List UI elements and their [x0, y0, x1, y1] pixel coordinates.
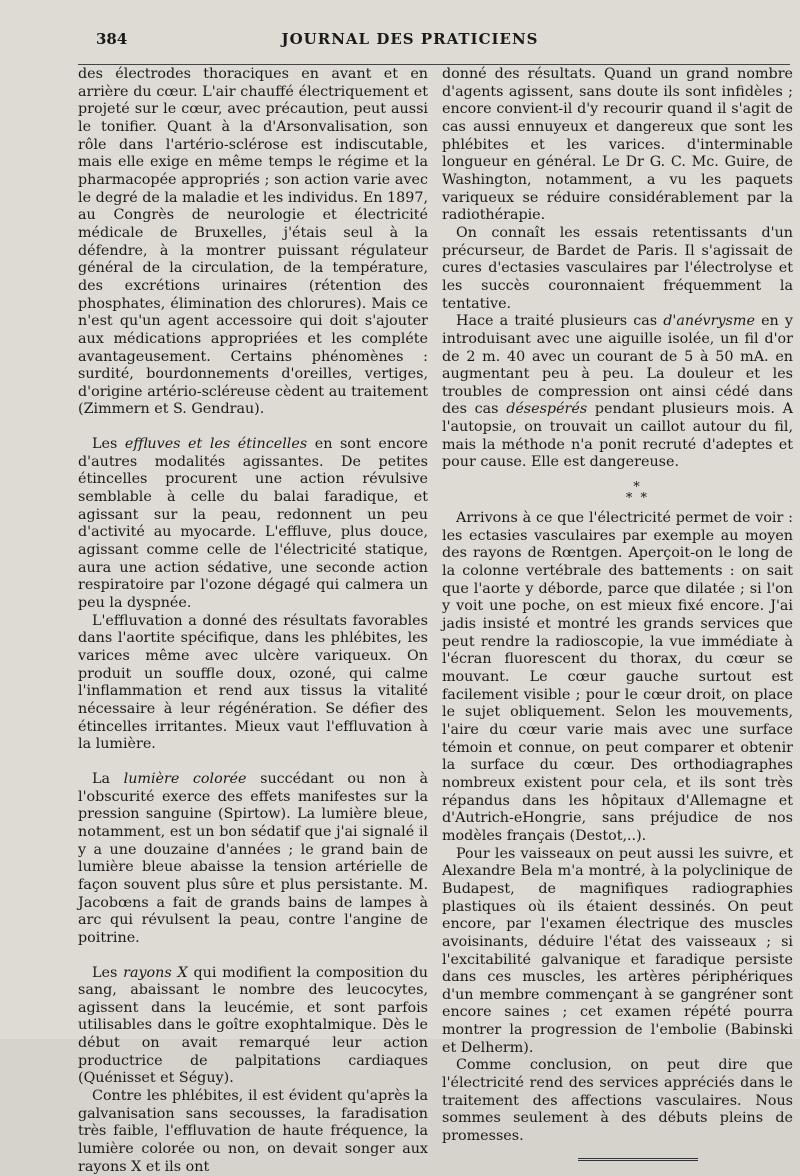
paragraph: L'effluvation a donné des résultats favorables dans l'aortite spécifique, dans les phlébites, les varices même avec ulcère variqueux. On produit un souffle doux, ozoné, qui calme l'inflammation et rend aux tissus la vitalité nécessaire à leur régénération. Se défier des étincelles irritantes. Mieux vaut l'effluvation à la lumière.	[78, 612, 428, 753]
paragraph: Les effluves et les étincelles en sont encore d'autres modalités agissantes. De petites étincelles procurent une action révulsive semblable à celle du balai faradique, et agissant sur la peau, redonnent un peu d'activité au myocarde. L'effluve, plus douce, agissant comme celle de l'électricité statique, aura une action sédative, une seconde action respiratoire par l'ozone dégagé qui calmera un peu la dyspnée.	[78, 436, 429, 612]
paragraph: Hace a traité plusieurs cas d'anévrysme en y introduisant avec une aiguille isolée, un fil d'or de 2 m. 40 avec un courant de 5 à 50 mA. en augmentant peu à peu. La douleur et les troubles de compression ont ainsi cédé dans des cas désespérés pendant plusieurs mois. A l'autopsie, on trouvait un caillot autour du fil, mais la méthode n'a ponit recruté d'adeptes et pour cause. Elle est dangereuse.	[442, 313, 793, 471]
paragraph: La lumière colorée succédant ou non à l'obscurité exerce des effets manifestes sur la pression sanguine (Spirtow). La lumière bleue, notamment, est un bon sédatif que j'ai signalé il y a une douzaine d'années ; le grand bain de lumière bleue abaisse la tension artérielle de façon souvent plus sûre et plus persistante. M. Jacobœns a fait de grands bains de lampes à arc qui révulsent la peau, contre l'angine de poitrine.	[78, 770, 428, 946]
emphasis: rayons X	[123, 964, 188, 981]
paragraph: des électrodes thoraciques en avant et en arrière du cœur. L'air chauffé électriquement et projeté sur le cœur, avec précaution, peut aussi le tonifier. Quant à la d'Arsonvalisation, son rôle dans l'artério-sclérose est indiscutable, mais elle exige en même temps le régime et la pharmacopée appropriés ; son action varie avec le degré de la maladie et les individus. En 1897, au Congrès de neurologie et électricité médicale de Bruxelles, j'étais seul à la défendre, à la montrer puissant régulateur général de la circulation, de la température, des excrétions urinaires (rétention des phosphates, élimination des chlorures). Mais ce n'est qu'un agent accessoire qui doit s'ajouter aux médications appropriées et les compléte avantageusement. Certains phénomènes : surdité, bourdonnements d'oreilles, vertiges, d'origine artério-scléreuse cèdent au traitement (Zimmern et S. Gendrau).	[78, 66, 428, 418]
section-asterism: * * *	[625, 480, 650, 507]
emphasis: d'anévrysme	[663, 313, 755, 330]
page-number: 384	[96, 30, 128, 48]
paragraph: Contre les phlébites, il est évident qu'après la galvanisation sans secousses, la faradisation très faible, l'effluvation de haute fréquence, la lumière colorée ou non, on devait songer aux rayons X et ils ont	[78, 1088, 428, 1175]
running-title: JOURNAL DES PRATICIENS	[281, 30, 539, 48]
emphasis: désespérés	[506, 401, 588, 418]
header-rule	[78, 64, 790, 65]
emphasis: lumière colorée	[123, 770, 247, 787]
emphasis: effluves et les étincelles	[124, 436, 308, 453]
end-rule	[578, 1158, 698, 1161]
paragraph: Les rayons X qui modifient la composition du sang, abaissant le nombre des leucocytes, agissent dans la leucémie, et sont parfois utilisables dans le goître exophtalmique. Dès le début on avait remarqué leur action productrice de palpitations cardiaques (Quénisset et Séguy).	[78, 964, 428, 1087]
paragraph: On connaît les essais retentissants d'un précurseur, de Bardet de Paris. Il s'agissait de cures d'ectasies vasculaires par l'électrolyse et les succès couronnaient fréquemment la tentative.	[442, 224, 793, 312]
paragraph: Pour les vaisseaux on peut aussi les suivre, et Alexandre Bela m'a montré, à la polyclinique de Budapest, de magnifiques radiographies plastiques où ils étaient dessinés. On peut encore, par l'examen électrique des muscles avoisinants, déduire l'état des vaisseaux ; si l'excitabilité galvanique et faradique persiste dans ces muscles, les artères périphériques d'un membre commençant à se gangréner sont encore saines ; cet examen répété pourra montrer la progression de l'embolie (Babinski et Delherm).	[442, 845, 793, 1056]
right-column	[442, 66, 793, 1161]
paragraph: Comme conclusion, on peut dire que l'électricité rend des services appréciés dans le traitement des affections vasculaires. Nous sommes seulement à des débuts pleins de promesses.	[442, 1057, 793, 1145]
left-column	[78, 66, 428, 1176]
paragraph: Arrivons à ce que l'électricité permet de voir : les ectasies vasculaires par exemple au moyen des rayons de Rœntgen. Aperçoit-on le long de la colonne vertébrale des battements : on sait que l'aorte y déborde, parce que dilatée ; si l'on y voit une poche, on est mieux fixé encore. J'ai jadis insisté et montré les grands services que peut rendre la radioscopie, la vue immédiate à l'écran fluorescent du thorax, du cœur se mouvant. Le cœur gauche surtout est facilement visible ; pour le cœur droit, on place le sujet obliquement. Selon les mouvements, l'aire du cœur varie mais avec une surface témoin et connue, on peut comparer et obtenir la surface du cœur. Des orthodiagraphes nombreux existent pour cela, et ils sont très répandus dans les hôpitaux d'Allemagne et d'Autrich-eHongrie, sans préjudice de nos modèles français (Destot,..).	[442, 510, 793, 844]
paragraph: donné des résultats. Quand un grand nombre d'agents agissent, sans doute ils sont infidèles ; encore convient-il d'y recourir quand il s'agit de cas aussi ennuyeux et dangereux que sont les phlébites et les varices. d'interminable longueur en général. Le Dr G. C. Mc. Guire, de Washington, notamment, a vu les paquets variqueux se réduire considérablement par la radiothérapie.	[442, 66, 793, 224]
page-header	[0, 24, 800, 54]
